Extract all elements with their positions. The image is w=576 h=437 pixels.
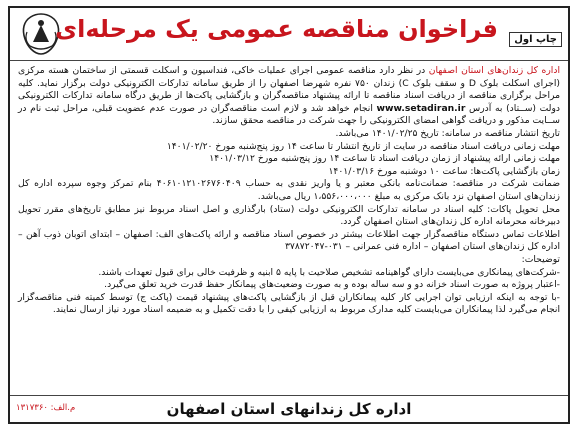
note-item: -شرکت‌های پیمانکاری می‌بایست دارای گواهینامه تشخیص صلاحیت با پایه ۵ ابنیه و ظرفیت خالی برای قبول تعهدات باشند. bbox=[98, 266, 560, 278]
bid-submission-deadline-line: مهلت زمانی ارائه پیشنهاد از زمان دریافت اسناد تا ساعت ۱۴ روز پنج‌شنبه مورخ ۱۴۰۱/۰۳/۱۲ bbox=[209, 153, 560, 165]
note-item: -با توجه به اینکه ارزیابی توان اجرایی کار کلیه پیمانکاران قبل از بازگشایی پاکت‌های پیشنهاد قیمت (پاکت ج) توسط کمیته فنی مناقصه‌گزار انجام می‌گیرد لذا پیمانکاران می‌بایست کلیه مدارک مربوط به ارزیابی کیفی را با دقت تکمیل و به ضمیمه اسناد مورد نیاز ارسال نمایند. bbox=[18, 291, 560, 316]
notice-footer bbox=[10, 395, 568, 422]
publish-date-line: تاریخ انتشار مناقصه در سامانه: تاریخ ۱۴۰۱/۰۲/۲۵ می‌باشد. bbox=[335, 127, 560, 139]
setad-website-link[interactable]: www.setadiran.ir bbox=[376, 102, 466, 114]
intro-text: در نظر دارد مناقصه عمومی اجرای عملیات خاکی، فنداسیون و اسکلت قسمتی از ساختمان هسته مرکزی (اجرای اسکلت بلوک D و سقف بلوک C) زندان ۷۵۰ نفره شهرضا اصفهان را از طریق سامانه تدارکات الکترونیکی دولت برگزار نماید. کلیه مراحل برگزاری مناقصه از دریافت اسناد مناقصه تا ارائه پیشنهاد مناقصه‌گران و بازگشایی پاکت‌ها از طریق درگاه سامانه تدارکات الکترونیکی دولت (ســتاد) به آدرس bbox=[18, 65, 561, 114]
note-item: -اعتبار پروژه به صورت اسناد خزانه دو و سه ساله بوده و به صورت وضعیت‌های پیمانکار حفظ قدرت خرید تعلق می‌گیرد. bbox=[104, 279, 560, 291]
envelope-delivery-line: محل تحویل پاکات: کلیه اسناد در سامانه تدارکات الکترونیکی دولت (ستاد) بارگذاری و اصل اسناد مربوط نیز مطابق تاریخ‌های مقرر تحویل دبیرخانه محرمانه اداره کل زندان‌های استان اصفهان گردد. bbox=[18, 203, 560, 228]
notes-title: توضیحات: bbox=[521, 253, 560, 265]
publication-code: م.الف: ۱۳۱۷۳۶۰ bbox=[16, 403, 76, 413]
tender-notice bbox=[8, 6, 570, 424]
document-receive-deadline-line: مهلت زمانی دریافت اسناد مناقصه در سایت از تاریخ انتشار تا ساعت ۱۴ روز پنج‌شنبه مورخ ۱۴۰۱/۰۲/۲۰ bbox=[166, 140, 560, 152]
contact-info-line: اطلاعات تماس دستگاه مناقصه‌گزار جهت اطلاعات بیشتر در خصوص اسناد مناقصه و ارائه پاکت‌های الف: اصفهان – ابتدای اتوبان ذوب آهن – اداره کل زندان‌های استان اصفهان – اداره فنی عمرانی – ۰۳۱-۳۷۸۷۲۰۴۷ bbox=[18, 228, 560, 253]
footer-organization: اداره کل زندانهای استان اصفهان bbox=[166, 400, 412, 418]
bid-opening-line: زمان بازگشایی پاکت‌ها: ساعت ۱۰ دوشنبه مورخ ۱۴۰۱/۰۳/۱۶ bbox=[328, 165, 560, 177]
edition-badge: چاپ اول bbox=[509, 32, 562, 47]
intro-text-continued: انجام خواهد شد و لازم است مناقصه‌گران در صورت عدم عضویت قبلی، مراحل ثبت نام در ســایت مذکور و دریافت گواهی امضای الکترونیکی را جهت شرکت در مناقصه محقق سازند. bbox=[18, 102, 560, 127]
notice-title: فراخوان مناقصه عمومی یک مرحله‌ای bbox=[55, 15, 498, 43]
intro-organization: اداره کل زندان‌های استان اصفهان bbox=[428, 65, 560, 76]
notice-header bbox=[10, 8, 568, 61]
notice-body bbox=[10, 61, 568, 317]
intro-paragraph bbox=[18, 65, 560, 128]
bid-guarantee-line: ضمانت شرکت در مناقصه: ضمانت‌نامه بانکی معتبر و یا واریز نقدی به حساب ۴۰۶۱۰۱۲۱۰۲۶۷۶۰۴۰۹ بنام تمرکز وجوه سپرده اداره کل زندان‌های استان اصفهان نزد بانک مرکزی به مبلغ ۱،۵۵۶،۰۰۰،۰۰۰ ریال می‌باشد. bbox=[18, 178, 560, 202]
